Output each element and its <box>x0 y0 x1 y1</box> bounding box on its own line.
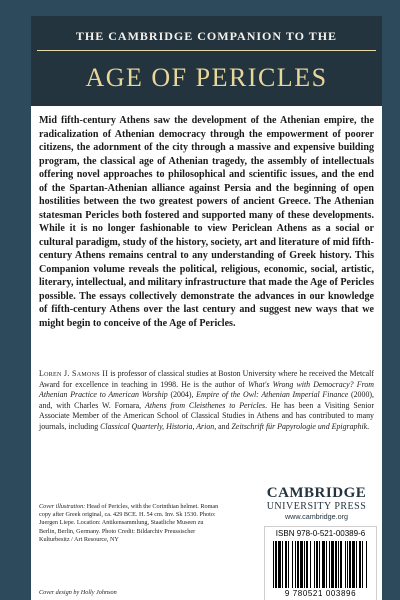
cover-design-credit: Cover design by Holly Johnson <box>39 589 117 596</box>
series-title: THE CAMBRIDGE COMPANION TO THE <box>75 29 338 43</box>
book-title-2: Empire of the Owl: Athenian Imperial Finance <box>196 390 349 400</box>
publisher-subtitle: UNIVERSITY PRESS <box>266 501 367 512</box>
credit-label: Cover illustration: <box>39 503 86 510</box>
barcode-icon <box>273 541 368 588</box>
journal-title-last: Zeitschrift für Papyrologie und Epigraphik <box>231 421 368 431</box>
author-bio: Loren J. Samons II is professor of classical studies at Boston University where he received the Metcalf Award for excellence in teaching in 1998. He is the author of What's Wrong with Democracy? From Athenian Practice to American Worship (2004), Empire of the Owl: Athenian Imperial Finance (2000), and, with Charles W. Fornara, Athens from Cleisthenes to Pericles. He has been a Visiting Senior Associate Member of the American School of Classical Studies in Athens and has contributed to many journals, including Classical Quarterly, Historia, Arion, and Zeitschrift für Papyrologie und Epigraphik. <box>39 369 375 431</box>
journal-titles: Classical Quarterly, Historia, Arion, <box>100 421 217 431</box>
book-title-3: Athens from Cleisthenes to Pericles <box>145 400 266 410</box>
title-divider <box>37 50 376 51</box>
isbn-label: ISBN 978-0-521-00389-6 <box>275 529 366 538</box>
author-name: Loren J. Samons II <box>39 369 109 378</box>
publisher-name: CAMBRIDGE <box>266 485 367 501</box>
isbn-barcode-box <box>264 526 377 600</box>
publisher-url: www.cambridge.org <box>284 512 349 521</box>
text-panel <box>31 106 382 600</box>
publisher-logo <box>254 485 379 522</box>
credit-text: Head of Pericles, with the Corinthian helmet. Roman copy after Greek original, ca. 429 BCE. H. 54 cm. Inv. Sk 1530. Photo: Juergen Liepe. Location: Antikensammlung, Staatliche Museen zu Berlin, Berlin, Germany. Photo Credit: Bildarchiv Preussischer Kulturbesitz / Art Resource, NY <box>39 503 219 543</box>
book-title-1: What's Wrong with Democracy? From Athenian Practice to American Worship <box>39 379 375 400</box>
cover-illustration-credit <box>39 503 222 544</box>
blurb-paragraph: Mid fifth-century Athens saw the development of the Athenian empire, the radicalization of Athenian democracy through the empowerment of poorer citizens, the adornment of the city through a massive and expensive building program, the classical age of Athenian tragedy, the assembly of intellectuals offering novel approaches to philosophical and scientific issues, and the end of the Spartan-Athenian alliance against Persia and the beginning of open hostilities between the two greatest powers of ancient Greece. The Athenian statesman Pericles both fostered and supported many of these developments. While it is no longer fashionable to view Periclean Athens as a social or cultural paradigm, study of the history, society, art and literature of mid fifth-century Athens remains central to any understanding of Greek history. This Companion volume reveals the political, religious, economic, social, artistic, literary, intellectual, and military infrastructure that made the Age of Pericles possible. The essays collectively demonstrate the advances in our knowledge of fifth-century Athens over the last century and suggest new ways that we might begin to conceive of the Age of Pericles. <box>39 115 374 329</box>
barcode-digits: 9 780521 003896 <box>284 589 357 598</box>
title-block <box>31 16 382 106</box>
book-title: AGE OF PERICLES <box>85 63 328 92</box>
